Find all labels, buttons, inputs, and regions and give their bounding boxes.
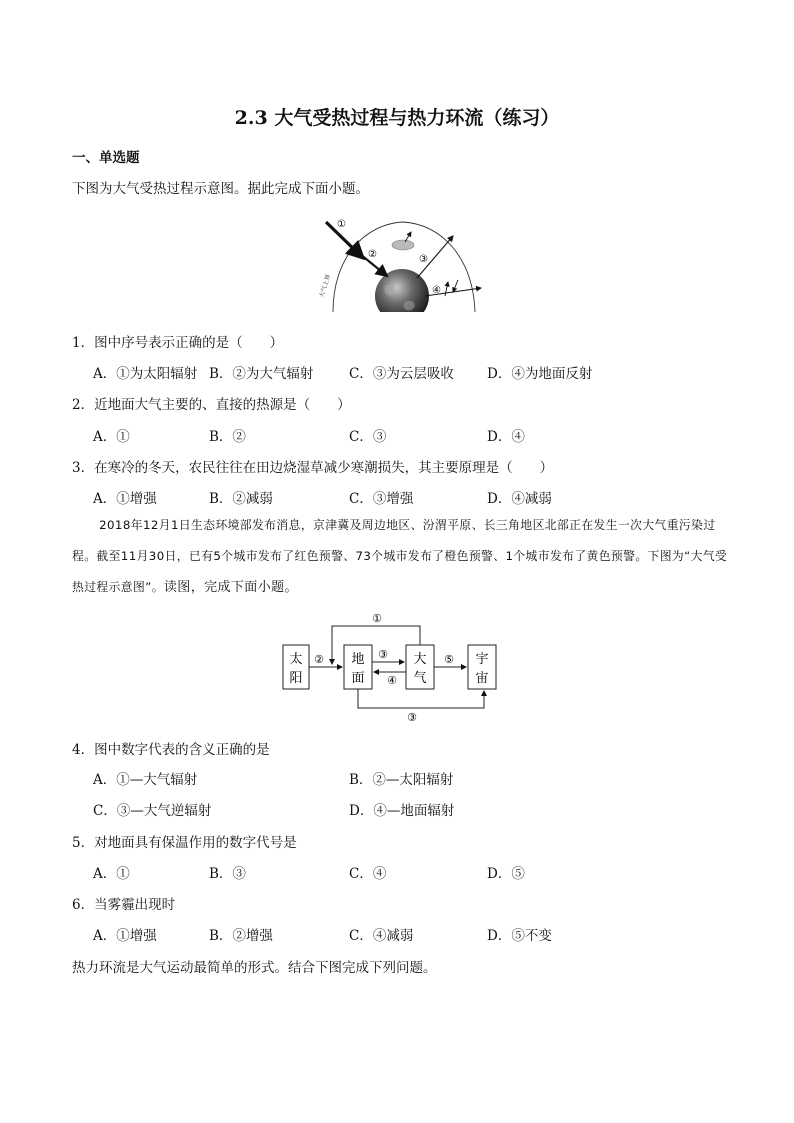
fig2-label-5: ⑤ [444,653,454,666]
q2-option-a: A．① [93,429,130,445]
q3-option-b: B．②减弱 [209,491,273,507]
atmos-char-1: 大 [413,652,427,667]
earth-globe [375,269,429,312]
intro-text: 下图为大气受热过程示意图。据此完成下面小题。 [72,181,369,197]
atmos-char-2: 气 [413,671,427,686]
question-2-stem: 2．近地面大气主要的、直接的热源是（ ） [72,397,351,413]
closing-text: 热力环流是大气运动最简单的形式。结合下图完成下列问题。 [72,960,437,976]
news-paragraph-tail: 读图，完成下面小题。 [163,580,298,595]
q1-option-c: C．③为云层吸收 [349,366,454,382]
page-title: 2.3 大气受热过程与热力环流（练习） [234,107,560,129]
news-paragraph-body: 2018年12月1日生态环境部发布消息，京津冀及周边地区、汾渭平原、长三角地区北部正在发生一次大气重污染过程。截至11月30日，已有5个城市发布了红色预警、73个城市发布了橙色预警、1个城市发布了黄色预警。下图为“大气受热过程示意图”。 [72,518,728,594]
q2-option-c: C．③ [349,429,387,445]
q1-option-a: A．①为太阳辐射 [93,366,198,382]
fig2-label-4: ④ [387,674,397,687]
fig1-label-4: ④ [432,285,441,296]
q5-option-a: A．① [93,866,130,882]
q4-option-b: B．②—太阳辐射 [349,772,454,788]
question-1-stem: 1．图中序号表示正确的是（ ） [72,335,284,351]
space-char-1: 宇 [475,652,489,667]
question-4-stem: 4．图中数字代表的含义正确的是 [72,742,270,758]
fig2-label-3: ③ [378,648,388,661]
q6-option-d: D．⑤不变 [487,928,552,944]
arc-label: 大气上界 [318,273,333,299]
figure-atmosphere-heating [305,212,490,312]
q3-option-d: D．④减弱 [487,491,552,507]
q5-option-d: D．⑤ [487,866,525,882]
question-3-stem: 3．在寒冷的冬天，农民往往在田边烧湿草减少寒潮损失，其主要原理是（ ） [72,460,554,476]
q1-option-d: D．④为地面反射 [487,366,593,382]
q3-option-a: A．①增强 [93,491,157,507]
ground-char-1: 地 [351,652,365,667]
sun-char-2: 阳 [289,671,303,686]
ground-char-2: 面 [351,671,365,686]
q3-option-c: C．③增强 [349,491,414,507]
space-char-2: 宙 [475,671,489,686]
fig1-label-1: ① [337,219,346,230]
question-6-stem: 6．当雾霾出现时 [72,897,176,913]
q4-option-a: A．①—大气辐射 [93,772,198,788]
q2-option-d: D．④ [487,429,525,445]
section-heading: 一、单选题 [72,150,140,166]
fig2-label-1: ① [372,612,382,625]
news-paragraph [72,510,732,603]
sun-char-1: 太 [289,652,303,667]
flow-3b [358,689,484,708]
q4-option-d: D．④—地面辐射 [349,803,455,819]
q6-option-a: A．①增强 [93,928,157,944]
q6-option-b: B．②增强 [209,928,273,944]
q5-option-c: C．④ [349,866,387,882]
fig2-label-2: ② [314,653,324,666]
q4-option-c: C．③—大气逆辐射 [93,803,212,819]
q1-option-b: B．②为大气辐射 [209,366,314,382]
fig1-label-2: ② [368,249,377,260]
figure-heating-flow [280,608,500,723]
question-5-stem: 5．对地面具有保温作用的数字代号是 [72,835,297,851]
fig1-label-3: ③ [419,254,428,265]
cloud-icon [392,240,414,250]
fig2-label-3b: ③ [407,711,417,723]
q5-option-b: B．③ [209,866,246,882]
q2-option-b: B．② [209,429,246,445]
q6-option-c: C．④减弱 [349,928,414,944]
